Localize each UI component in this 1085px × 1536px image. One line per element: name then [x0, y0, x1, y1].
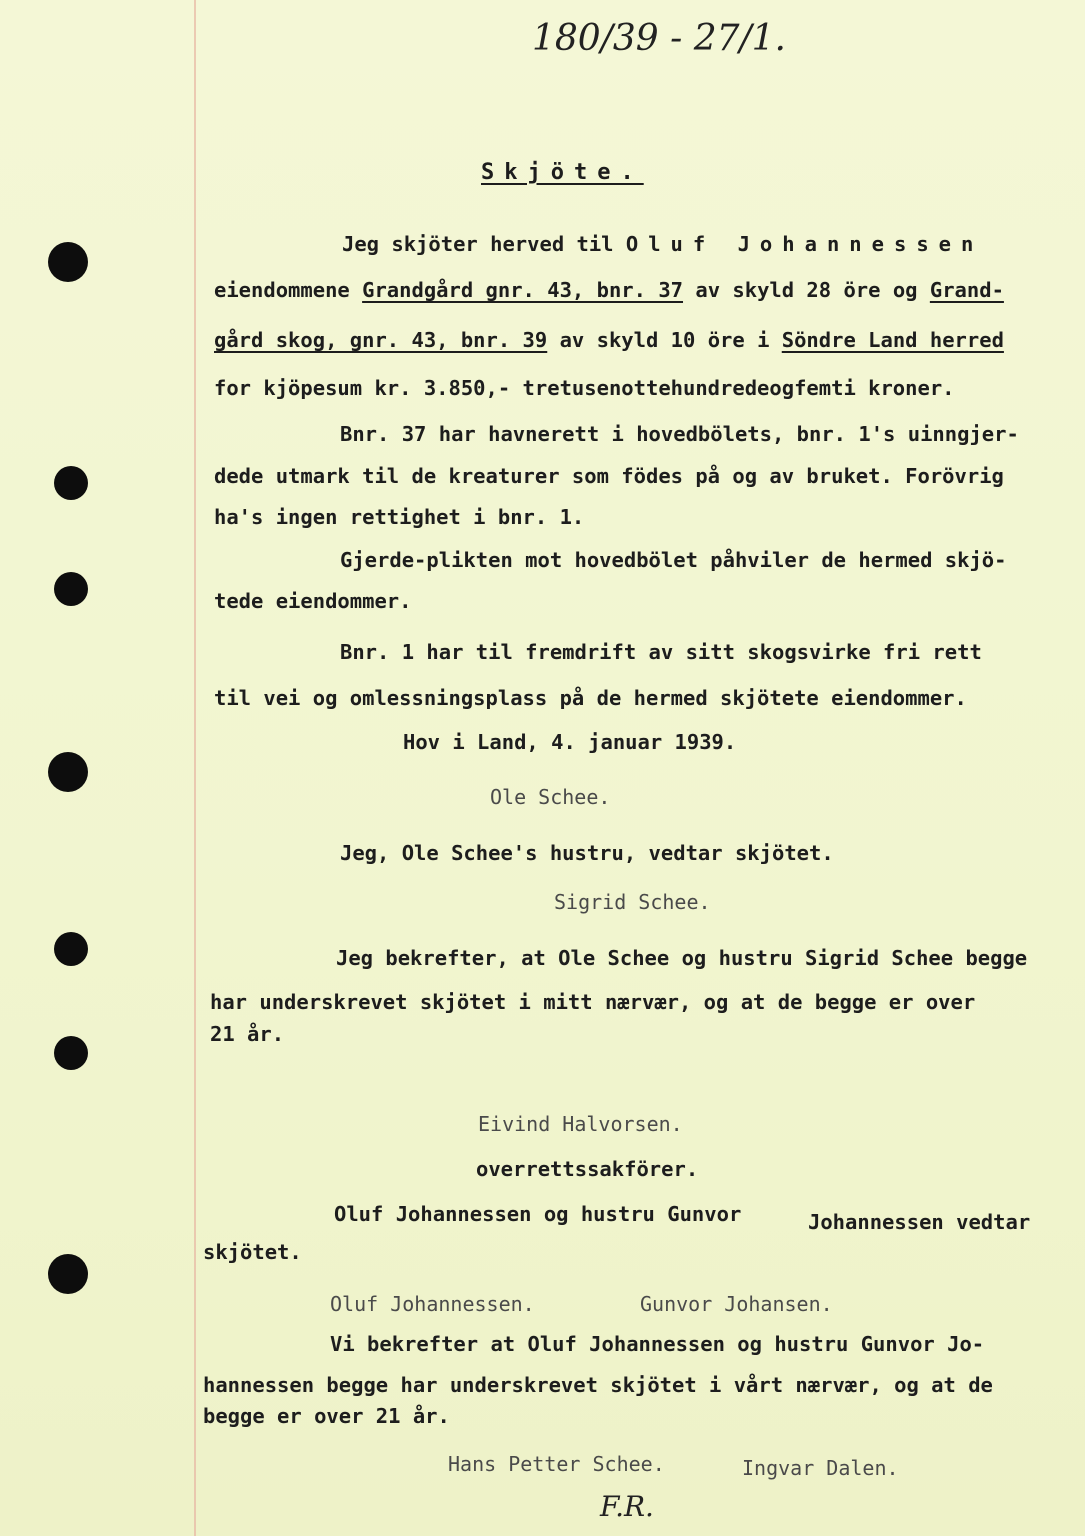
text-line: eiendommene Grandgård gnr. 43, bnr. 37 av skyld 28 öre og Grand- — [214, 278, 1004, 302]
text-line: Oluf Johannessen og hustru Gunvor — [334, 1202, 742, 1226]
text-line: skjötet. — [203, 1240, 302, 1264]
margin-line — [194, 0, 196, 1536]
signature-sigrid-schee: Sigrid Schee. — [554, 890, 711, 914]
signature-oluf-johannessen: Oluf Johannessen. — [330, 1292, 535, 1316]
text-line: Jeg, Ole Schee's hustru, vedtar skjötet. — [340, 841, 834, 865]
punch-hole — [54, 466, 88, 500]
signature-gunvor-johansen: Gunvor Johansen. — [640, 1292, 833, 1316]
text-line: begge er over 21 år. — [203, 1404, 450, 1428]
date-line: Hov i Land, 4. januar 1939. — [403, 730, 737, 754]
signature-eivind-halvorsen: Eivind Halvorsen. — [478, 1112, 683, 1136]
reference-number: 180/39 - 27/1. — [532, 18, 786, 59]
text-line: 21 år. — [210, 1022, 285, 1046]
document-title: Skjöte. — [481, 160, 644, 185]
punch-hole — [54, 932, 88, 966]
text-line: for kjöpesum kr. 3.850,- tretusenottehundredeogfemti kroner. — [214, 376, 955, 400]
buyer-name: Oluf Johannessen — [625, 232, 984, 256]
text-line: Jeg skjöter herved til Oluf Johannessen — [342, 232, 984, 256]
punch-hole — [48, 1254, 88, 1294]
text-line: Johannessen vedtar — [808, 1210, 1031, 1234]
text-line: Bnr. 37 har havnerett i hovedbölets, bnr. 1's uinngjer- — [340, 422, 1019, 446]
punch-hole — [48, 752, 88, 792]
signature-ingvar-dalen: Ingvar Dalen. — [742, 1456, 899, 1480]
text-line: har underskrevet skjötet i mitt nærvær, og at de begge er over — [210, 990, 976, 1014]
text-line: Jeg bekrefter, at Ole Schee og hustru Sigrid Schee begge — [336, 946, 1028, 970]
signature-ole-schee: Ole Schee. — [490, 785, 611, 809]
text-line: ha's ingen rettighet i bnr. 1. — [214, 505, 585, 529]
text-line: dede utmark til de kreaturer som födes på og av bruket. Forövrig — [214, 464, 1004, 488]
text-line: Vi bekrefter at Oluf Johannessen og hustru Gunvor Jo- — [330, 1332, 985, 1356]
text-line: hannessen begge har underskrevet skjötet i vårt nærvær, og at de — [203, 1373, 993, 1397]
signatory-title: overrettssakförer. — [476, 1157, 699, 1181]
text-line: Gjerde-plikten mot hovedbölet påhviler de hermed skjö- — [340, 548, 1007, 572]
punch-hole — [54, 1036, 88, 1070]
text-line: tede eiendommer. — [214, 589, 412, 613]
text-line: gård skog, gnr. 43, bnr. 39 av skyld 10 öre i Söndre Land herred — [214, 328, 1004, 352]
text-line: Bnr. 1 har til fremdrift av sitt skogsvirke fri rett — [340, 640, 982, 664]
handwritten-initials: F.R. — [600, 1490, 654, 1523]
punch-hole — [48, 242, 88, 282]
text-line: til vei og omlessningsplass på de hermed skjötete eiendommer. — [214, 686, 967, 710]
punch-hole — [54, 572, 88, 606]
signature-hans-petter-schee: Hans Petter Schee. — [448, 1452, 665, 1476]
